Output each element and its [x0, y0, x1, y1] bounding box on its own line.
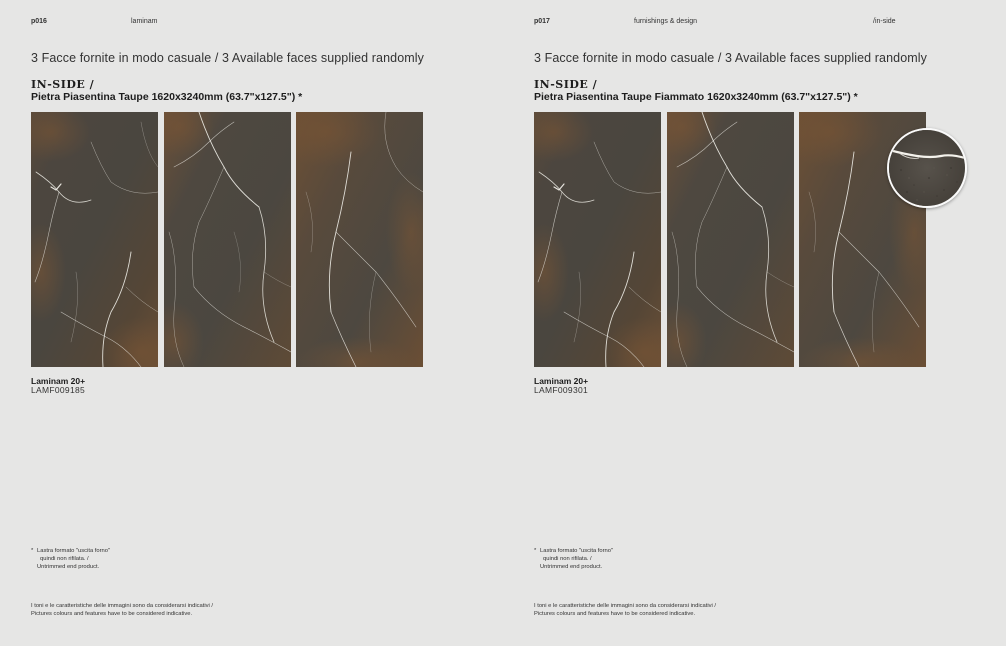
section-label: furnishings & design — [634, 18, 698, 25]
footnote-line: Untrimmed end product. — [37, 564, 100, 570]
footnote-line: Lastra formato "uscita forno" — [37, 548, 111, 554]
slab-faces — [31, 112, 424, 367]
right-page — [503, 0, 1006, 646]
collection-tag: /in-side — [873, 18, 896, 25]
disclaimer-line: Pictures colours and features have to be considered indicative. — [31, 611, 193, 617]
product-code: LAMF009301 — [534, 385, 589, 395]
slab-face-1 — [534, 112, 661, 367]
disclaimer — [31, 602, 213, 618]
page-number: p016 — [31, 18, 47, 25]
footnote — [534, 547, 613, 571]
disclaimer-line: I toni e le caratteristiche delle immagini sono da considerarsi indicativi / — [534, 603, 717, 609]
slab-face-2 — [667, 112, 794, 367]
brand-title: IN-SIDE / — [31, 78, 95, 91]
disclaimer — [534, 602, 716, 618]
series-name: Laminam 20+ — [31, 376, 86, 386]
product-title: Pietra Piasentina Taupe 1620x3240mm (63.7"x127.5") * — [31, 91, 303, 103]
footnote-line: quindi non rifilata. / — [543, 556, 592, 562]
footnote-line: quindi non rifilata. / — [40, 556, 89, 562]
texture-detail-zoom — [887, 128, 967, 208]
footnote-star: * — [534, 548, 537, 554]
footnote — [31, 547, 110, 571]
section-label: laminam — [131, 18, 158, 25]
disclaimer-line: I toni e le caratteristiche delle immagini sono da considerarsi indicativi / — [31, 603, 214, 609]
series-name: Laminam 20+ — [534, 376, 589, 386]
footnote-line: Untrimmed end product. — [540, 564, 603, 570]
product-title: Pietra Piasentina Taupe Fiammato 1620x3240mm (63.7"x127.5") * — [534, 91, 858, 103]
disclaimer-line: Pictures colours and features have to be considered indicative. — [534, 611, 696, 617]
faces-caption: 3 Facce fornite in modo casuale / 3 Available faces supplied randomly — [31, 51, 425, 65]
brand-title: IN-SIDE / — [534, 78, 598, 91]
slab-face-2 — [164, 112, 291, 367]
faces-caption: 3 Facce fornite in modo casuale / 3 Available faces supplied randomly — [534, 51, 928, 65]
page-number: p017 — [534, 18, 550, 25]
slab-face-1 — [31, 112, 158, 367]
slab-face-3 — [296, 112, 423, 367]
footnote-line: Lastra formato "uscita forno" — [540, 548, 614, 554]
slab-faces — [534, 112, 927, 367]
footnote-star: * — [31, 548, 34, 554]
product-code: LAMF009185 — [31, 385, 86, 395]
